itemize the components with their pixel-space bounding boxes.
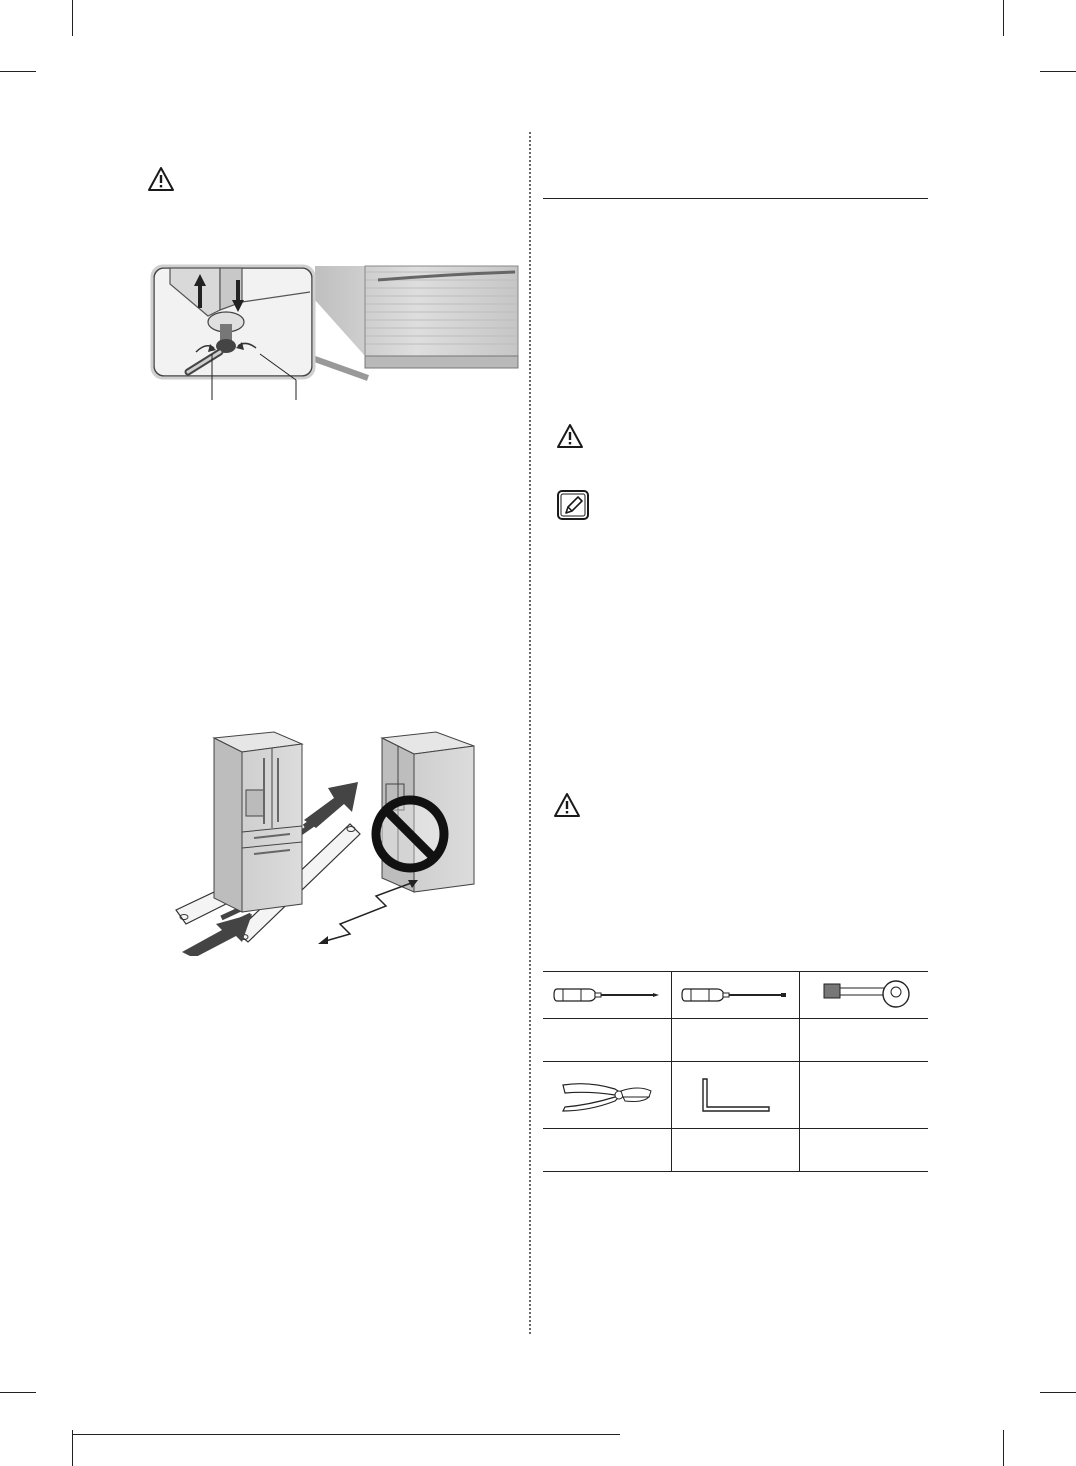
crop-mark: [1003, 0, 1004, 36]
leveling-foot-illustration: [150, 260, 520, 405]
moving-refrigerator-illustration: [174, 728, 500, 956]
tool-cell: [671, 972, 800, 1019]
tool-label: [671, 1019, 800, 1062]
tools-image-row: [543, 1062, 928, 1129]
crop-mark: [72, 0, 73, 36]
pliers-icon: [559, 1077, 655, 1113]
tool-cell: [543, 1062, 671, 1129]
tools-table: [543, 971, 928, 1172]
crop-mark: [0, 1392, 36, 1393]
phillips-screwdriver-icon: [553, 985, 661, 1005]
note-pencil-icon: [556, 489, 590, 521]
crop-mark: [72, 1430, 73, 1466]
warning-triangle-icon: [147, 166, 175, 192]
flat-screwdriver-icon: [681, 985, 789, 1005]
tool-label: [543, 1129, 671, 1172]
tools-label-row: [543, 1129, 928, 1172]
tool-cell: [671, 1062, 800, 1129]
section-rule: [543, 198, 928, 199]
crop-mark: [1003, 1430, 1004, 1466]
tool-label: [543, 1019, 671, 1062]
tool-cell: [543, 972, 671, 1019]
tool-label: [800, 1129, 928, 1172]
tool-cell: [800, 972, 928, 1019]
warning-triangle-icon: [553, 792, 581, 818]
crop-mark: [0, 71, 36, 72]
socket-wrench-icon: [810, 978, 918, 1012]
crop-mark: [1040, 1392, 1076, 1393]
tool-label: [800, 1019, 928, 1062]
tools-image-row: [543, 972, 928, 1019]
crop-mark: [1040, 71, 1076, 72]
tool-cell: [800, 1062, 928, 1129]
tools-label-row: [543, 1019, 928, 1062]
column-divider: [529, 132, 531, 1334]
footer-rule: [72, 1434, 620, 1435]
warning-triangle-icon: [556, 423, 584, 449]
tool-label: [671, 1129, 800, 1172]
hex-key-icon: [697, 1075, 773, 1115]
